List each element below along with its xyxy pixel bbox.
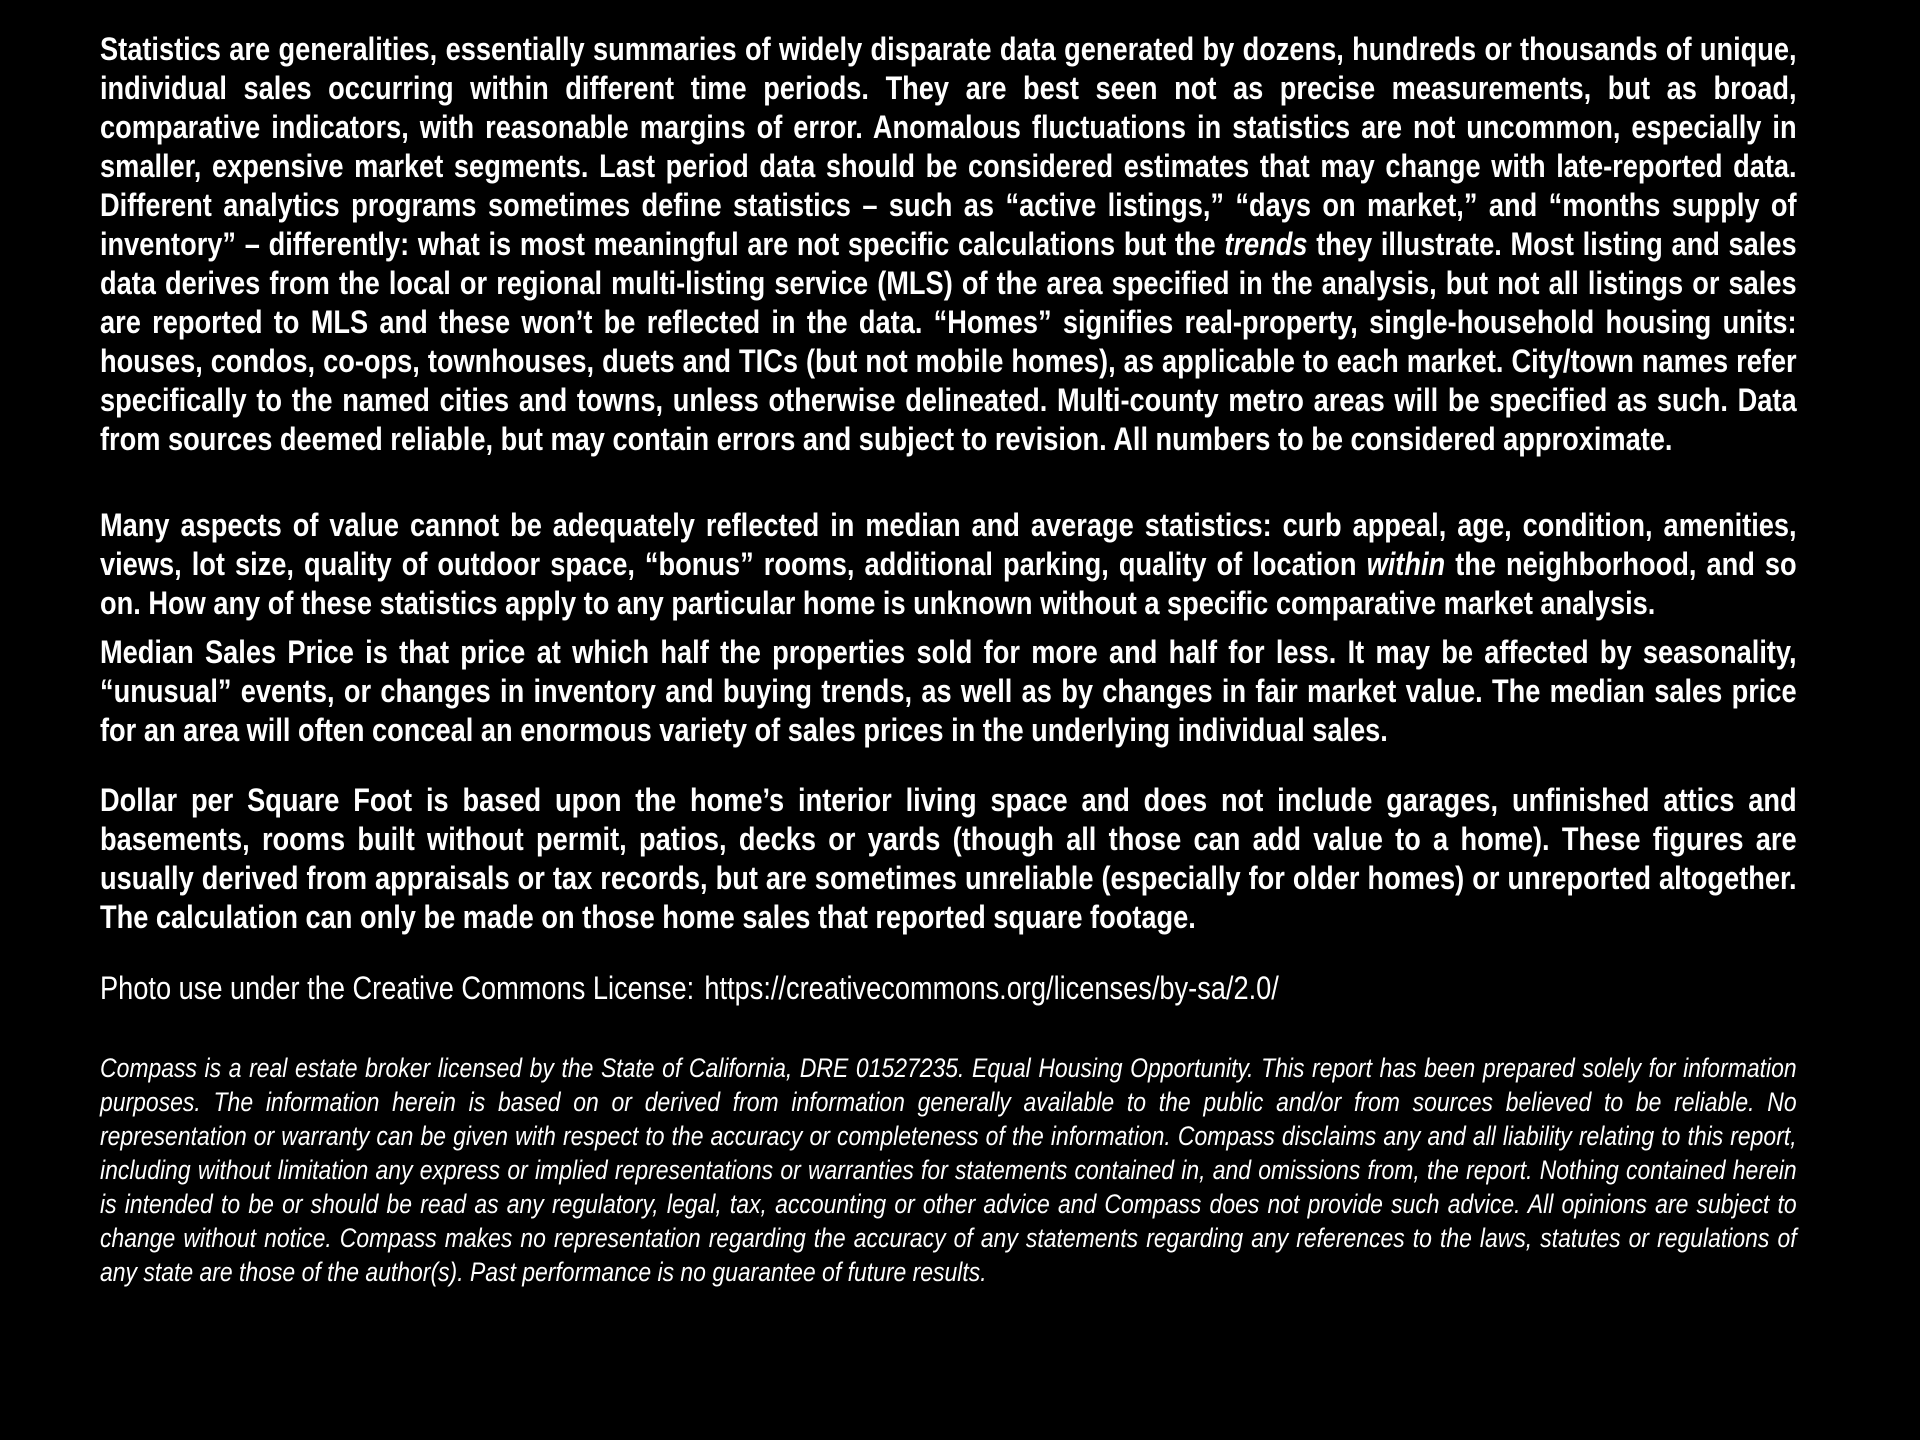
- text-segment: Many aspects of value cannot be adequately reflected in median and average statistics: curb appeal, age, condition, amenities, views, lot size, quality of outdoor space, “bonus” rooms, additional parking, quality of location: [100, 507, 1797, 582]
- text-segment: Dollar per Square Foot is based upon the home’s interior living space and does not include garages, unfinished attics and basements, rooms built without permit, patios, decks or yards (though all those can add value to a home). These figures are usually derived from appraisals or tax records, but are sometimes unreliable (especially for older homes) or unreported altogether. The calculation can only be made on those home sales that reported square footage.: [100, 782, 1797, 935]
- legal-disclaimer-paragraph: [100, 1051, 1797, 1289]
- photo-credit-label: Photo use under the Creative Commons License:: [100, 970, 695, 1006]
- text-segment: Compass is a real estate broker licensed by the State of California, DRE 01527235. Equal Housing Opportunity. This report has been prepared solely for information purposes. The information herein is based on or derived from information generally available to the public and/or from sources believed to be reliable. No representation or warranty can be given with respect to the accuracy or completeness of the information. Compass disclaims any and all liability relating to this report, including without limitation any express or implied representations or warranties for statements contained in, and omissions from, the report. Nothing contained herein is intended to be or should be read as any regulatory, legal, tax, accounting or other advice and Compass does not provide such advice. All opinions are subject to change without notice. Compass makes no representation regarding the accuracy of any statements regarding any references to the laws, statutes or regulations of any state are those of the author(s). Past performance is no guarantee of future results.: [100, 1053, 1797, 1287]
- license-url: https://creativecommons.org/licenses/by-sa/2.0/: [704, 970, 1279, 1006]
- emphasized-text-segment: within: [1366, 546, 1446, 582]
- photo-credit-line: [100, 969, 1797, 1008]
- text-segment: Median Sales Price is that price at which half the properties sold for more and half for less. It may be affected by seasonality, “unusual” events, or changes in inventory and buying trends, as well as by changes in fair market value. The median sales price for an area will often conceal an enormous variety of sales prices in the underlying individual sales.: [100, 634, 1797, 748]
- emphasized-text-segment: trends: [1224, 226, 1308, 262]
- text-segment: Statistics are generalities, essentially summaries of widely disparate data generated by dozens, hundreds or thousands of unique, individual sales occurring within different time periods. They are best seen not as precise measurements, but as broad, comparative indicators, with reasonable margins of error. Anomalous fluctuations in statistics are not uncommon, especially in smaller, expensive market segments. Last period data should be considered estimates that may change with late-reported data. Different analytics programs sometimes define statistics – such as “active listings,” “days on market,” and “months supply of inventory” – differently: what is most meaningful are not specific calculations but the: [100, 31, 1797, 262]
- value-statistics-paragraph: [100, 506, 1797, 623]
- text-segment: the neighborhood, and so on. How any of these statistics apply to any particular home is unknown without a specific comparative market analysis.: [100, 546, 1797, 621]
- dollar-per-square-foot-paragraph: [100, 781, 1797, 937]
- median-sales-price-paragraph: [100, 633, 1797, 750]
- slide-text-block: [100, 30, 1797, 1289]
- text-segment: they illustrate. Most listing and sales data derives from the local or regional multi-listing service (MLS) of the area specified in the analysis, but not all listings or sales are reported to MLS and these won’t be reflected in the data. “Homes” signifies real-property, single-household housing units: houses, condos, co-ops, townhouses, duets and TICs (but not mobile homes), as applicable to each market. City/town names refer specifically to the named cities and towns, unless otherwise delineated. Multi-county metro areas will be specified as such. Data from sources deemed reliable, but may contain errors and subject to revision. All numbers to be considered approximate.: [100, 226, 1797, 457]
- methodology-paragraph: [100, 30, 1797, 459]
